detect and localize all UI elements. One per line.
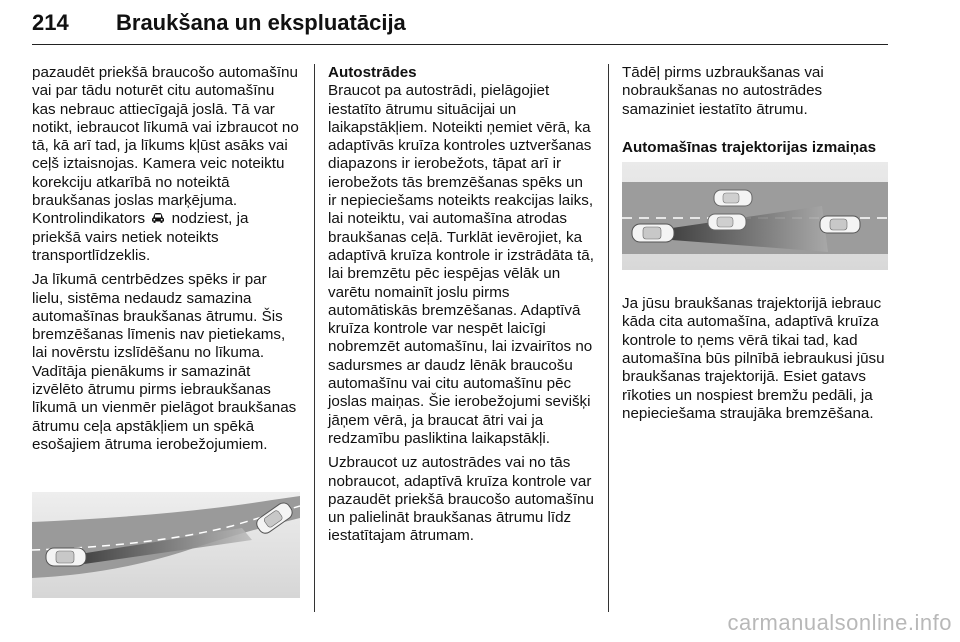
col1-paragraph-1-text-a: pazaudēt priekšā braucošo automašīnu vai par tādu noturēt citu automašīnu kas nebrauc attiecīgajā joslā. Tā var notikt, iebraucot līkumā vai izbraucot no tā, kā arī tad, ja līkums kļūst asāks vai ceļš iztaisnojas. Kamera veic noteiktu korekciju atkarībā no noteiktā braukšanas joslas marķējuma. Kontrolindikators [32, 64, 299, 228]
column-divider-1 [314, 64, 315, 612]
col1-paragraph-1 [32, 64, 300, 265]
col1-paragraph-2: Ja līkumā centrbēdzes spēks ir par lielu, sistēma nedaudz samazina automašīnas braukšanas ātrumu. Šis bremzēšanas līmenis nav pietiekams, lai novērstu izslīdēšanu no līkuma. Vadītāja pienākums ir samazināt izvēlēto ātrumu pirms iebraukšanas līkumā un vienmēr pielāgot braukšanas ātrumu ceļa apstākļiem un spēkā esošajiem ātruma ierobežojumiem. [32, 271, 297, 453]
col3-paragraph-2: Ja jūsu braukšanas trajektorijā iebrauc kāda cita automašīna, adaptīvā kruīza kontrole to ņems vērā tikai tad, kad automašīna būs pilnībā iebraukusi jūsu braukšanas trajektorijā. Esiet gatavs rīkoties un nospiest bremžu pedāli, ja nepieciešama straujāka bremzēšana. [622, 295, 885, 422]
lead-car [820, 216, 860, 233]
section-heading-trajectory-changes: Automašīnas trajektorijas izmaiņas [622, 138, 877, 156]
ego-car [632, 224, 674, 242]
adjacent-lane-car [714, 190, 752, 206]
cutting-in-car [708, 214, 746, 230]
chapter-title: Braukšana un ekspluatācija [116, 10, 406, 35]
col2-paragraph-2: Uzbraucot uz autostrādes vai no tās nobraucot, adaptīvā kruīza kontrole var pazaudēt priekšā braucošo automašīnu un palielināt braukšanas ātrumu līdz iestatītajam ātrumam. [328, 454, 594, 545]
col2-paragraph-1: Braucot pa autostrādi, pielāgojiet iestatīto ātrumu situācijai un laikapstākļiem. Noteikti ņemiet vērā, ka adaptīvās kruīza kontroles uztveršanas diapazons ir ierobežots, tāpat arī ir ierobežots tās bremzēšanas spēks un ir nepieciešams noteikts reakcijas laiks, lai noteiktu, vai automašīna atrodas braukšanas ceļā. Turklāt ievērojiet, ka adaptīvā kruīza kontrole ir izstrādāta tā, lai bremzētu pēc iespējas vēlāk un varētu nomainīt joslu pirms automātiskās bremzēšanas. Adaptīvā kruīza kontrole var nespēt laicīgi nobremzēt automašīnu, lai izvairītos no sadursmes ar daudz lēnāk braucošu automašīnu vai citu automašīnu pēc joslas maiņas. Šie ierobežojumi sevišķi jāņem vērā, ja braucat ātri vai ja redzamību pasliktina laikapstākļi. [328, 82, 594, 447]
column-2 [328, 64, 594, 552]
section-heading-highways: Autostrādes [328, 64, 417, 81]
page-header [32, 6, 888, 45]
col1-paragraph-1-text-b: nodziest, ja priekšā vairs netiek noteikts transportlīdzeklis. [32, 210, 249, 264]
curve-detection-illustration [32, 492, 300, 598]
column-1 [32, 64, 300, 460]
page-number: 214 [32, 10, 69, 35]
lane-change-illustration [622, 162, 888, 270]
col3-paragraph-1: Tādēļ pirms uzbraukšanas vai nobraukšanas no autostrādes samaziniet iestatīto ātrumu. [622, 64, 824, 118]
ego-car [46, 548, 86, 566]
column-divider-2 [608, 64, 609, 612]
watermark: carmanualsonline.info [727, 610, 952, 635]
vehicle-ahead-indicator-icon [151, 212, 165, 224]
